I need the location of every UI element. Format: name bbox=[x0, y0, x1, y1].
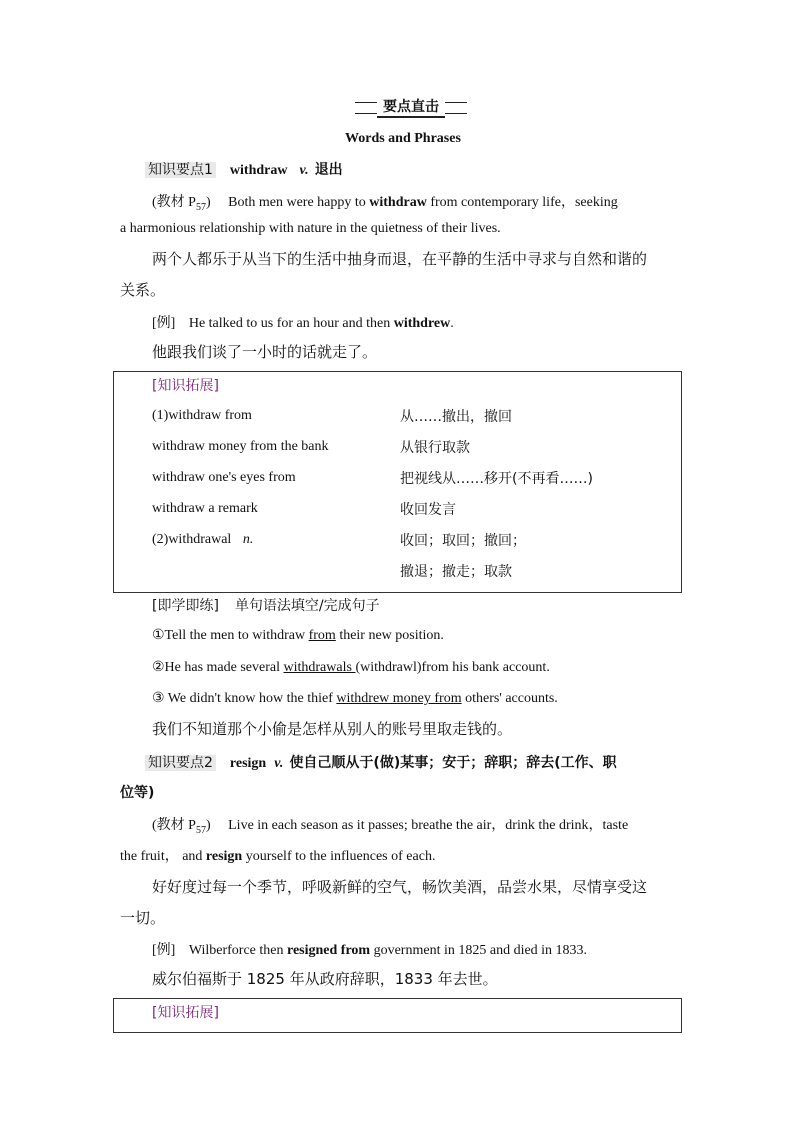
kp1-pos: v. bbox=[299, 163, 309, 178]
kp1-sentence-line2: a harmonious relationship with nature in the quietness of their lives. bbox=[120, 221, 501, 236]
kp2-textbook-close: ) bbox=[205, 818, 211, 833]
q2-part1: ②He has made several bbox=[152, 660, 284, 675]
kp2-meaning: 使自己顺从于(做)某事；安于；辞职；辞去(工作、职 bbox=[289, 755, 617, 771]
kp2-sentence-part1: the fruit， and bbox=[120, 849, 206, 864]
kp2-sentence-keyword: resign bbox=[205, 849, 243, 864]
kp2-label: 知识要点2 bbox=[145, 755, 216, 771]
ext-item-en: (1)withdraw from bbox=[152, 408, 252, 423]
kp1-sentence-part2: from contemporary life，seeking bbox=[426, 195, 618, 210]
ext-item-pos: n. bbox=[242, 532, 254, 547]
kp2-example-part1: Wilberforce then bbox=[188, 943, 287, 958]
kp2-sentence-line2 bbox=[120, 845, 435, 865]
section-banner bbox=[355, 98, 467, 118]
banner-left-ornament bbox=[355, 102, 377, 114]
ext-item-zh: 把视线从……移开(不再看……) bbox=[400, 471, 593, 487]
ext-item-zh: 收回发言 bbox=[400, 502, 456, 518]
kp1-sentence-keyword: withdraw bbox=[369, 195, 427, 210]
kp1-word: withdraw bbox=[229, 163, 288, 178]
ext-item-en: (2)withdrawal bbox=[152, 532, 232, 547]
kp2-textbook-sentence bbox=[152, 814, 628, 836]
kp2-meaning-line2: 位等) bbox=[120, 785, 155, 801]
ext-item-zh: 收回；取回；撤回； bbox=[400, 533, 526, 549]
practice-header bbox=[152, 595, 380, 615]
kp1-extension-title: [知识拓展] bbox=[152, 378, 219, 394]
kp1-example bbox=[152, 312, 454, 332]
kp2-pos: v. bbox=[274, 756, 284, 771]
kp2-example-tag: [例] bbox=[152, 943, 176, 958]
kp2-example-keyword: resigned from bbox=[287, 943, 371, 958]
kp1-example-translation: 他跟我们谈了一小时的话就走了。 bbox=[152, 343, 378, 361]
practice-title: [即学即练] bbox=[152, 598, 219, 614]
kp2-sentence-line1: Live in each season as it passes; breathe the air，drink the drink，taste bbox=[228, 818, 629, 833]
kp2-example-translation: 威尔伯福斯于 1825 年从政府辞职，1833 年去世。 bbox=[152, 970, 498, 988]
section-title: Words and Phrases bbox=[345, 131, 461, 146]
q2-part2: (withdrawl)from his bank account. bbox=[355, 660, 550, 675]
ext-item-en: withdraw one's eyes from bbox=[152, 470, 296, 485]
ext-item-zh: 从……撤出，撤回 bbox=[400, 409, 512, 425]
kp2-word: resign bbox=[229, 756, 267, 771]
q3-part2: others' accounts. bbox=[461, 691, 558, 706]
kp1-textbook-page: 57 bbox=[195, 201, 206, 213]
kp1-textbook-close: ) bbox=[205, 195, 211, 210]
banner-text: 要点直击 bbox=[377, 98, 445, 118]
kp1-textbook-sentence bbox=[152, 191, 618, 213]
kp2-example-part2: government in 1825 and died in 1833. bbox=[370, 943, 588, 958]
kp1-example-keyword: withdrew bbox=[393, 316, 451, 331]
kp1-translation-line2: 关系。 bbox=[120, 281, 166, 299]
ext-item-zh-cont: 撤退；撤走；取款 bbox=[400, 564, 512, 580]
q2-answer: withdrawals bbox=[283, 660, 356, 675]
kp2-textbook-page: 57 bbox=[195, 824, 206, 836]
q1-answer: from bbox=[308, 628, 336, 643]
kp2-example bbox=[152, 939, 587, 959]
kp1-translation-line1: 两个人都乐于从当下的生活中抽身而退，在平静的生活中寻求与自然和谐的 bbox=[152, 250, 648, 268]
kp2-translation-line2: 一切。 bbox=[120, 909, 166, 927]
kp1-textbook-ref: (教材 P bbox=[152, 195, 196, 210]
banner-right-ornament bbox=[445, 102, 467, 114]
q3-part1: ③ We didn't know how the thief bbox=[152, 691, 337, 706]
kp2-textbook-ref: (教材 P bbox=[152, 818, 196, 833]
kp1-example-part2: . bbox=[450, 316, 454, 331]
kp1-example-part1: He talked to us for an hour and then bbox=[188, 316, 394, 331]
kp1-label: 知识要点1 bbox=[145, 162, 216, 178]
practice-q3 bbox=[152, 690, 558, 707]
q1-part1: ①Tell the men to withdraw bbox=[152, 628, 309, 643]
kp2-sentence-part2: yourself to the influences of each. bbox=[242, 849, 436, 864]
kp1-meaning: 退出 bbox=[314, 162, 343, 178]
practice-desc: 单句语法填空/完成句子 bbox=[234, 598, 380, 614]
kp1-header bbox=[145, 159, 343, 179]
ext-item-en-withdrawal bbox=[152, 532, 253, 548]
ext-item-en: withdraw money from the bank bbox=[152, 439, 329, 454]
q3-answer: withdrew money from bbox=[336, 691, 462, 706]
practice-q1 bbox=[152, 627, 444, 644]
q3-translation: 我们不知道那个小偷是怎样从别人的账号里取走钱的。 bbox=[152, 720, 513, 738]
practice-q2 bbox=[152, 659, 550, 676]
kp2-translation-line1: 好好度过每一个季节，呼吸新鲜的空气，畅饮美酒，品尝水果，尽情享受这 bbox=[152, 878, 648, 896]
kp1-sentence-part1: Both men were happy to bbox=[228, 195, 370, 210]
ext-item-zh: 从银行取款 bbox=[400, 440, 470, 456]
kp2-extension-title: [知识拓展] bbox=[152, 1005, 219, 1021]
kp1-example-tag: [例] bbox=[152, 316, 176, 331]
kp2-header bbox=[145, 752, 617, 772]
ext-item-en: withdraw a remark bbox=[152, 501, 258, 516]
q1-part2: their new position. bbox=[335, 628, 444, 643]
